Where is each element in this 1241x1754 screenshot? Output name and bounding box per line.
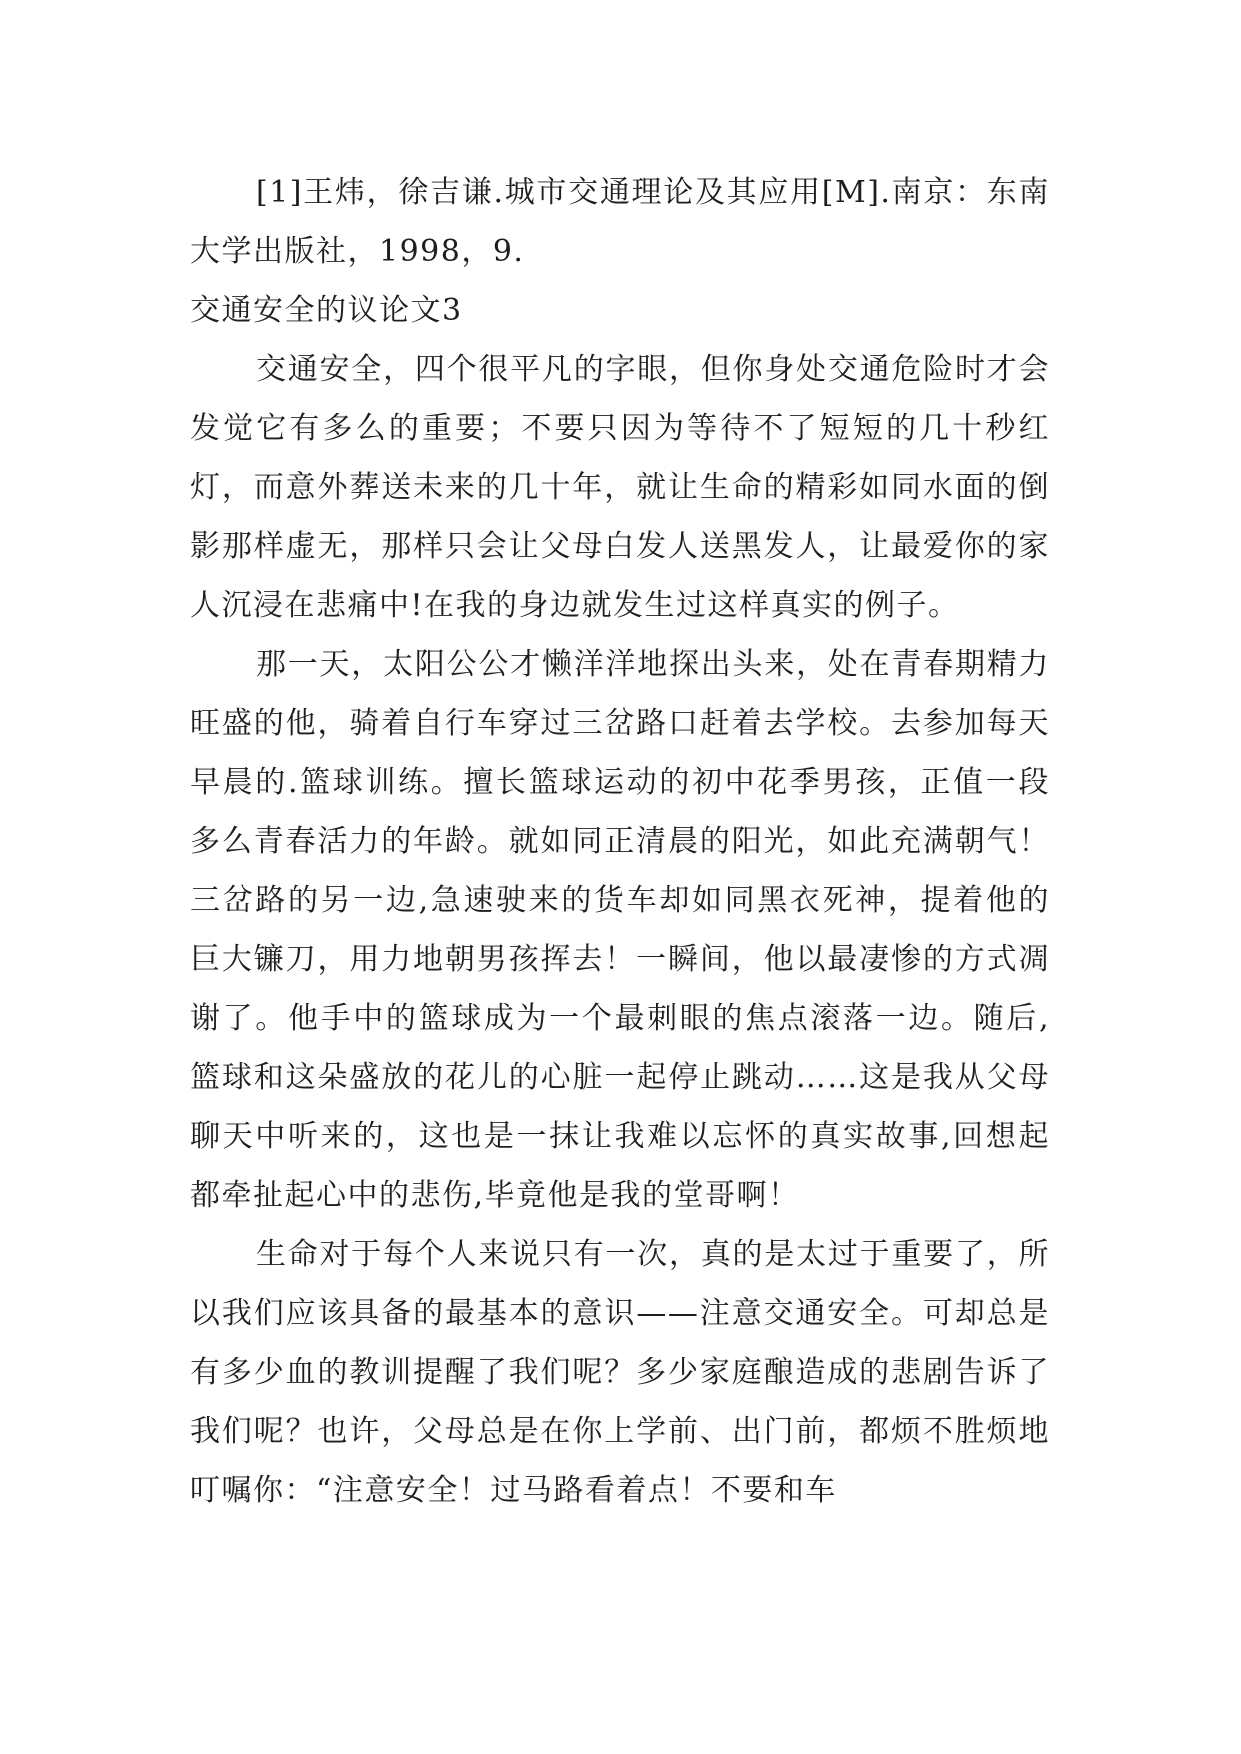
paragraph-3: 生命对于每个人来说只有一次，真的是太过于重要了，所以我们应该具备的最基本的意识——注意交通安全。可却总是有多少血的教训提醒了我们呢？多少家庭酿造成的悲剧告诉了我们呢？也许，父母总是在你上学前、出门前，都烦不胜烦地叮嘱你：“注意安全！过马路看着点！不要和车 bbox=[190, 1237, 1050, 1508]
document-body bbox=[190, 163, 1050, 1520]
paragraph-2: 那一天，太阳公公才懒洋洋地探出头来，处在青春期精力旺盛的他，骑着自行车穿过三岔路口赶着去学校。去参加每天早晨的.篮球训练。擅长篮球运动的初中花季男孩，正值一段多么青春活力的年龄。就如同正清晨的阳光，如此充满朝气！三岔路的另一边,急速驶来的货车却如同黑衣死神，提着他的巨大镰刀，用力地朝男孩挥去！一瞬间，他以最凄惨的方式凋谢了。他手中的篮球成为一个最刺眼的焦点滚落一边。随后,篮球和这朵盛放的花儿的心脏一起停止跳动……这是我从父母聊天中听来的，这也是一抹让我难以忘怀的真实故事,回想起都牵扯起心中的悲伤,毕竟他是我的堂哥啊！ bbox=[190, 647, 1050, 1213]
reference-entry: [1]王炜，徐吉谦.城市交通理论及其应用[M].南京：东南大学出版社，1998，9. bbox=[190, 175, 1050, 269]
paragraph-1: 交通安全，四个很平凡的字眼，但你身处交通危险时才会发觉它有多么的重要；不要只因为等待不了短短的几十秒红灯，而意外葬送未来的几十年，就让生命的精彩如同水面的倒影那样虚无，那样只会让父母白发人送黑发人，让最爱你的家人沉浸在悲痛中!在我的身边就发生过这样真实的例子。 bbox=[190, 352, 1050, 623]
section-title: 交通安全的议论文3 bbox=[190, 293, 463, 328]
